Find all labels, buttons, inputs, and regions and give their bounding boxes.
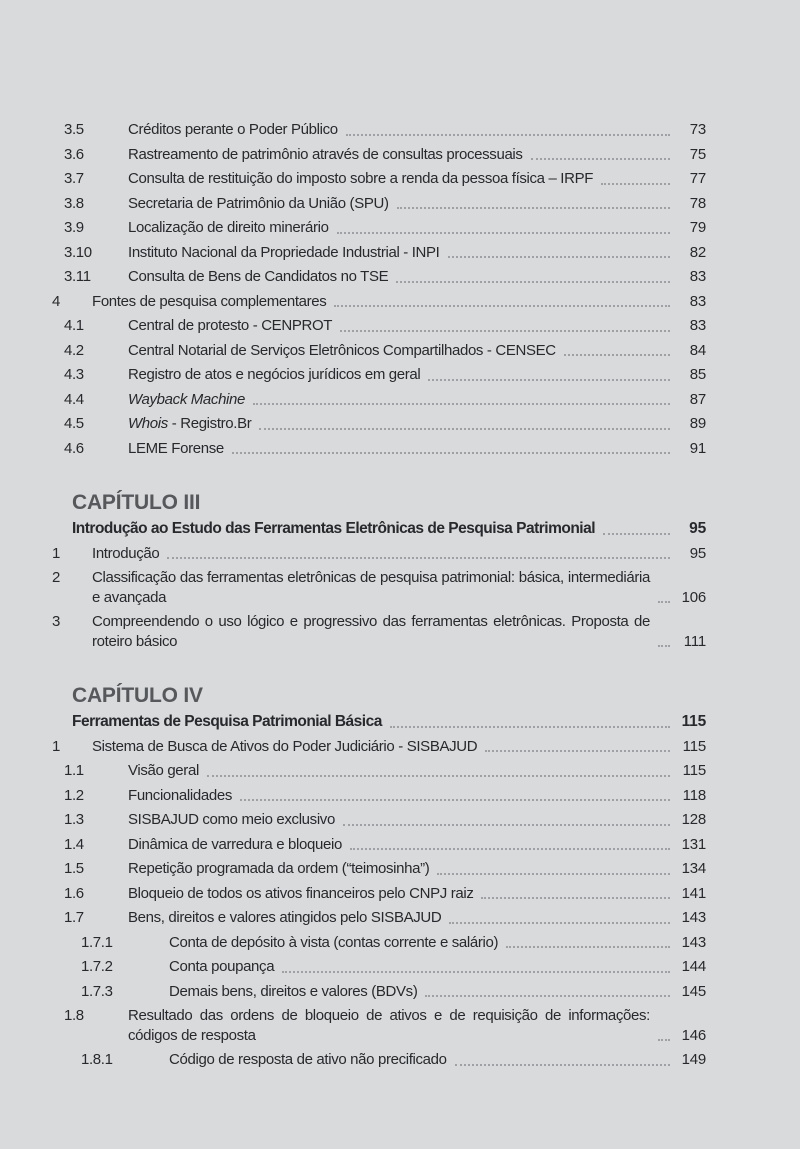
entry-number: 1.8.1	[81, 1051, 113, 1068]
entry-page-number: 146	[681, 1026, 706, 1044]
entry-number: 3	[52, 613, 60, 630]
entry-page-number: 111	[683, 632, 706, 650]
entry-number: 4.3	[64, 366, 84, 383]
chapter-title: Introdução ao Estudo das Ferramentas Eletrônicas de Pesquisa Patrimonial	[72, 520, 596, 537]
entry-title: Resultado das ordens de bloqueio de ativos e de requisição de informações: códigos de resposta	[128, 1007, 650, 1044]
dot-leader	[167, 557, 670, 559]
entry-title: Sistema de Busca de Ativos do Poder Judiciário - SISBAJUD	[92, 737, 478, 755]
entry-number: 3.6	[64, 145, 84, 163]
entry-page-number: 91	[689, 439, 706, 457]
dot-leader	[603, 533, 670, 535]
toc-entry	[64, 832, 706, 857]
entry-page-number: 143	[681, 909, 706, 926]
dot-leader	[340, 330, 670, 332]
entry-page-number: 83	[689, 317, 706, 334]
entry-number: 1.5	[64, 860, 84, 877]
dot-leader	[658, 601, 670, 603]
entry-number: 1.7	[64, 909, 84, 926]
entry-number: 3.7	[64, 170, 84, 187]
chapter-block	[72, 490, 706, 541]
entry-label	[52, 568, 650, 607]
entry-number: 4	[52, 292, 60, 310]
entry-label	[64, 267, 389, 287]
entry-title: Introdução	[92, 544, 160, 562]
dot-leader	[531, 158, 670, 160]
entry-title-part: - Registro.Br	[167, 415, 252, 432]
entry-title: Classificação das ferramentas eletrônicas de pesquisa patrimonial: básica, intermediária e avançada	[92, 569, 650, 606]
dot-leader	[396, 281, 670, 283]
entry-number: 1.7.3	[81, 982, 113, 1000]
toc-entry	[64, 387, 706, 412]
entry-number: 4.1	[64, 317, 84, 334]
entry-page-number: 145	[681, 982, 706, 1000]
toc-entry	[64, 191, 706, 216]
entry-title: Conta poupança	[169, 958, 275, 975]
toc-entry	[52, 734, 706, 759]
entry-title: Registro de atos e negócios jurídicos em geral	[128, 366, 421, 383]
toc-entry	[64, 362, 706, 387]
entry-label	[64, 908, 442, 928]
dot-leader	[240, 799, 670, 801]
entry-label	[64, 810, 335, 830]
toc-entry	[64, 807, 706, 832]
dot-leader	[455, 1064, 670, 1066]
toc-entry	[64, 856, 706, 881]
entry-title: Consulta de restituição do imposto sobre a renda da pessoa física – IRPF	[128, 170, 594, 187]
dot-leader	[485, 750, 670, 752]
entry-title: Instituto Nacional da Propriedade Industrial - INPI	[128, 243, 440, 261]
dot-leader	[658, 645, 670, 647]
entry-page-number: 115	[682, 762, 706, 779]
entry-label	[64, 120, 338, 140]
dot-leader	[343, 824, 670, 826]
entry-label	[64, 414, 252, 434]
dot-leader	[232, 452, 670, 454]
toc-entry	[64, 264, 706, 289]
entry-title: Funcionalidades	[128, 786, 232, 804]
entry-label	[64, 835, 342, 855]
entry-number: 1.7.2	[81, 958, 113, 975]
entry-title: Central Notarial de Serviços Eletrônicos Compartilhados - CENSEC	[128, 341, 556, 359]
toc-entry	[64, 240, 706, 265]
toc-entry	[81, 954, 706, 979]
toc-entry	[64, 117, 706, 142]
dot-leader	[207, 775, 670, 777]
entry-label	[81, 1050, 447, 1070]
entry-page-number: 115	[682, 737, 706, 755]
entry-title: LEME Forense	[128, 439, 224, 457]
entry-label	[64, 194, 389, 214]
entry-number: 4.2	[64, 341, 84, 359]
dot-leader	[437, 873, 670, 875]
entry-page-number: 144	[681, 958, 706, 975]
entry-number: 4.4	[64, 390, 84, 408]
toc-list	[52, 117, 706, 1072]
entry-page-number: 82	[689, 243, 706, 261]
toc-entry	[81, 1047, 706, 1072]
dot-leader	[506, 946, 670, 948]
entry-title: Consulta de Bens de Candidatos no TSE	[128, 268, 389, 285]
toc-entry	[52, 289, 706, 314]
entry-page-number: 131	[681, 835, 706, 853]
dot-leader	[449, 922, 670, 924]
toc-entry	[52, 541, 706, 566]
entry-title: Bens, direitos e valores atingidos pelo SISBAJUD	[128, 909, 442, 926]
entry-page-number: 106	[681, 588, 706, 606]
entry-page-number: 149	[681, 1051, 706, 1068]
chapter-title-entry	[72, 709, 706, 734]
entry-title: Conta de depósito à vista (contas corrente e salário)	[169, 933, 499, 951]
entry-page-number: 77	[689, 170, 706, 187]
dot-leader	[390, 726, 670, 728]
toc-entry	[81, 930, 706, 955]
toc-entry	[64, 338, 706, 363]
dot-leader	[601, 183, 670, 185]
toc-entry	[64, 436, 706, 461]
chapter-heading: CAPÍTULO III	[72, 491, 201, 514]
chapter-page-number: 95	[689, 520, 706, 537]
entry-label	[81, 957, 275, 977]
chapter-page-number: 115	[681, 713, 706, 730]
entry-title	[128, 391, 245, 408]
entry-number: 3.5	[64, 121, 84, 138]
entry-number: 4.5	[64, 415, 84, 432]
entry-page-number: 85	[689, 366, 706, 383]
chapter-title: Ferramentas de Pesquisa Patrimonial Básica	[72, 713, 382, 730]
entry-label	[64, 1006, 650, 1045]
dot-leader	[259, 428, 670, 430]
entry-title: Código de resposta de ativo não precificado	[169, 1051, 447, 1068]
toc-entry	[64, 783, 706, 808]
entry-number: 1.2	[64, 786, 84, 804]
entry-label	[64, 218, 329, 238]
entry-label	[64, 341, 556, 361]
toc-entry	[64, 313, 706, 338]
toc-entry	[81, 979, 706, 1004]
entry-title: Créditos perante o Poder Público	[128, 121, 338, 138]
entry-label	[81, 982, 418, 1002]
dot-leader	[337, 232, 670, 234]
entry-label	[64, 365, 421, 385]
entry-title: Dinâmica de varredura e bloqueio	[128, 835, 342, 853]
entry-title: Fontes de pesquisa complementares	[92, 292, 327, 310]
toc-entry	[64, 411, 706, 436]
entry-label	[64, 761, 199, 781]
entry-number: 1.3	[64, 811, 84, 828]
toc-entry	[64, 881, 706, 906]
entry-number: 1.4	[64, 835, 84, 853]
entry-page-number: 95	[689, 544, 706, 562]
entry-number: 2	[52, 569, 60, 586]
entry-label	[52, 292, 327, 312]
entry-page-number: 89	[689, 415, 706, 432]
entry-number: 3.8	[64, 194, 84, 212]
dot-leader	[564, 354, 670, 356]
entry-title: Demais bens, direitos e valores (BDVs)	[169, 982, 418, 1000]
entry-number: 3.11	[64, 268, 91, 285]
entry-page-number: 118	[682, 786, 706, 804]
toc-entry	[64, 1003, 706, 1047]
entry-label	[52, 612, 650, 651]
chapter-heading: CAPÍTULO IV	[72, 684, 203, 707]
entry-page-number: 73	[689, 121, 706, 138]
entry-label	[64, 243, 440, 263]
entry-label	[52, 737, 478, 757]
toc-entry	[52, 565, 706, 609]
toc-entry	[64, 758, 706, 783]
toc-entry	[52, 609, 706, 653]
toc-entry	[64, 142, 706, 167]
toc-entry	[64, 215, 706, 240]
entry-number: 1	[52, 737, 60, 755]
entry-page-number: 83	[689, 268, 706, 285]
entry-number: 1.1	[64, 762, 84, 779]
entry-label	[64, 169, 594, 189]
dot-leader	[481, 897, 670, 899]
chapter-block	[72, 683, 706, 734]
entry-number: 3.10	[64, 243, 92, 261]
entry-page-number: 143	[681, 933, 706, 951]
entry-title: Secretaria de Patrimônio da União (SPU)	[128, 194, 389, 212]
entry-number: 1	[52, 544, 60, 562]
entry-title: Repetição programada da ordem (“teimosinha”)	[128, 860, 430, 877]
entry-title: Rastreamento de patrimônio através de consultas processuais	[128, 145, 523, 163]
dot-leader	[346, 134, 670, 136]
entry-label	[64, 439, 224, 459]
entry-label	[64, 884, 474, 904]
entry-page-number: 128	[681, 811, 706, 828]
entry-label	[52, 544, 160, 564]
entry-page-number: 134	[681, 860, 706, 877]
dot-leader	[334, 305, 670, 307]
entry-page-number: 78	[689, 194, 706, 212]
entry-title-part: Wayback Machine	[128, 390, 246, 408]
dot-leader	[658, 1039, 670, 1041]
entry-number: 4.6	[64, 439, 84, 457]
entry-page-number: 87	[689, 390, 706, 408]
toc-entry	[64, 166, 706, 191]
toc-entry	[64, 905, 706, 930]
entry-label	[81, 933, 499, 953]
entry-title	[128, 415, 251, 432]
dot-leader	[425, 995, 670, 997]
entry-number: 1.8	[64, 1007, 84, 1024]
entry-title: Bloqueio de todos os ativos financeiros pelo CNPJ raiz	[128, 884, 474, 902]
entry-title: Visão geral	[128, 762, 199, 779]
entry-page-number: 141	[681, 884, 706, 902]
entry-page-number: 84	[689, 341, 706, 359]
entry-title: SISBAJUD como meio exclusivo	[128, 811, 335, 828]
entry-title: Localização de direito minerário	[128, 219, 329, 236]
entry-number: 1.6	[64, 884, 84, 902]
dot-leader	[448, 256, 671, 258]
entry-page-number: 75	[689, 145, 706, 163]
dot-leader	[397, 207, 670, 209]
entry-number: 3.9	[64, 219, 84, 236]
entry-label	[64, 390, 246, 410]
entry-number: 1.7.1	[81, 933, 113, 951]
entry-title-part: Whois	[128, 415, 168, 432]
chapter-title-entry	[72, 516, 706, 541]
dot-leader	[350, 848, 670, 850]
entry-page-number: 79	[689, 219, 706, 236]
entry-page-number: 83	[689, 292, 706, 310]
entry-label	[64, 786, 232, 806]
entry-title: Compreendendo o uso lógico e progressivo das ferramentas eletrônicas. Proposta de roteiro básico	[92, 613, 650, 650]
entry-label	[64, 859, 430, 879]
entry-label	[64, 145, 523, 165]
dot-leader	[282, 971, 670, 973]
dot-leader	[253, 403, 670, 405]
entry-title: Central de protesto - CENPROT	[128, 317, 333, 334]
entry-label	[64, 316, 333, 336]
dot-leader	[428, 379, 670, 381]
